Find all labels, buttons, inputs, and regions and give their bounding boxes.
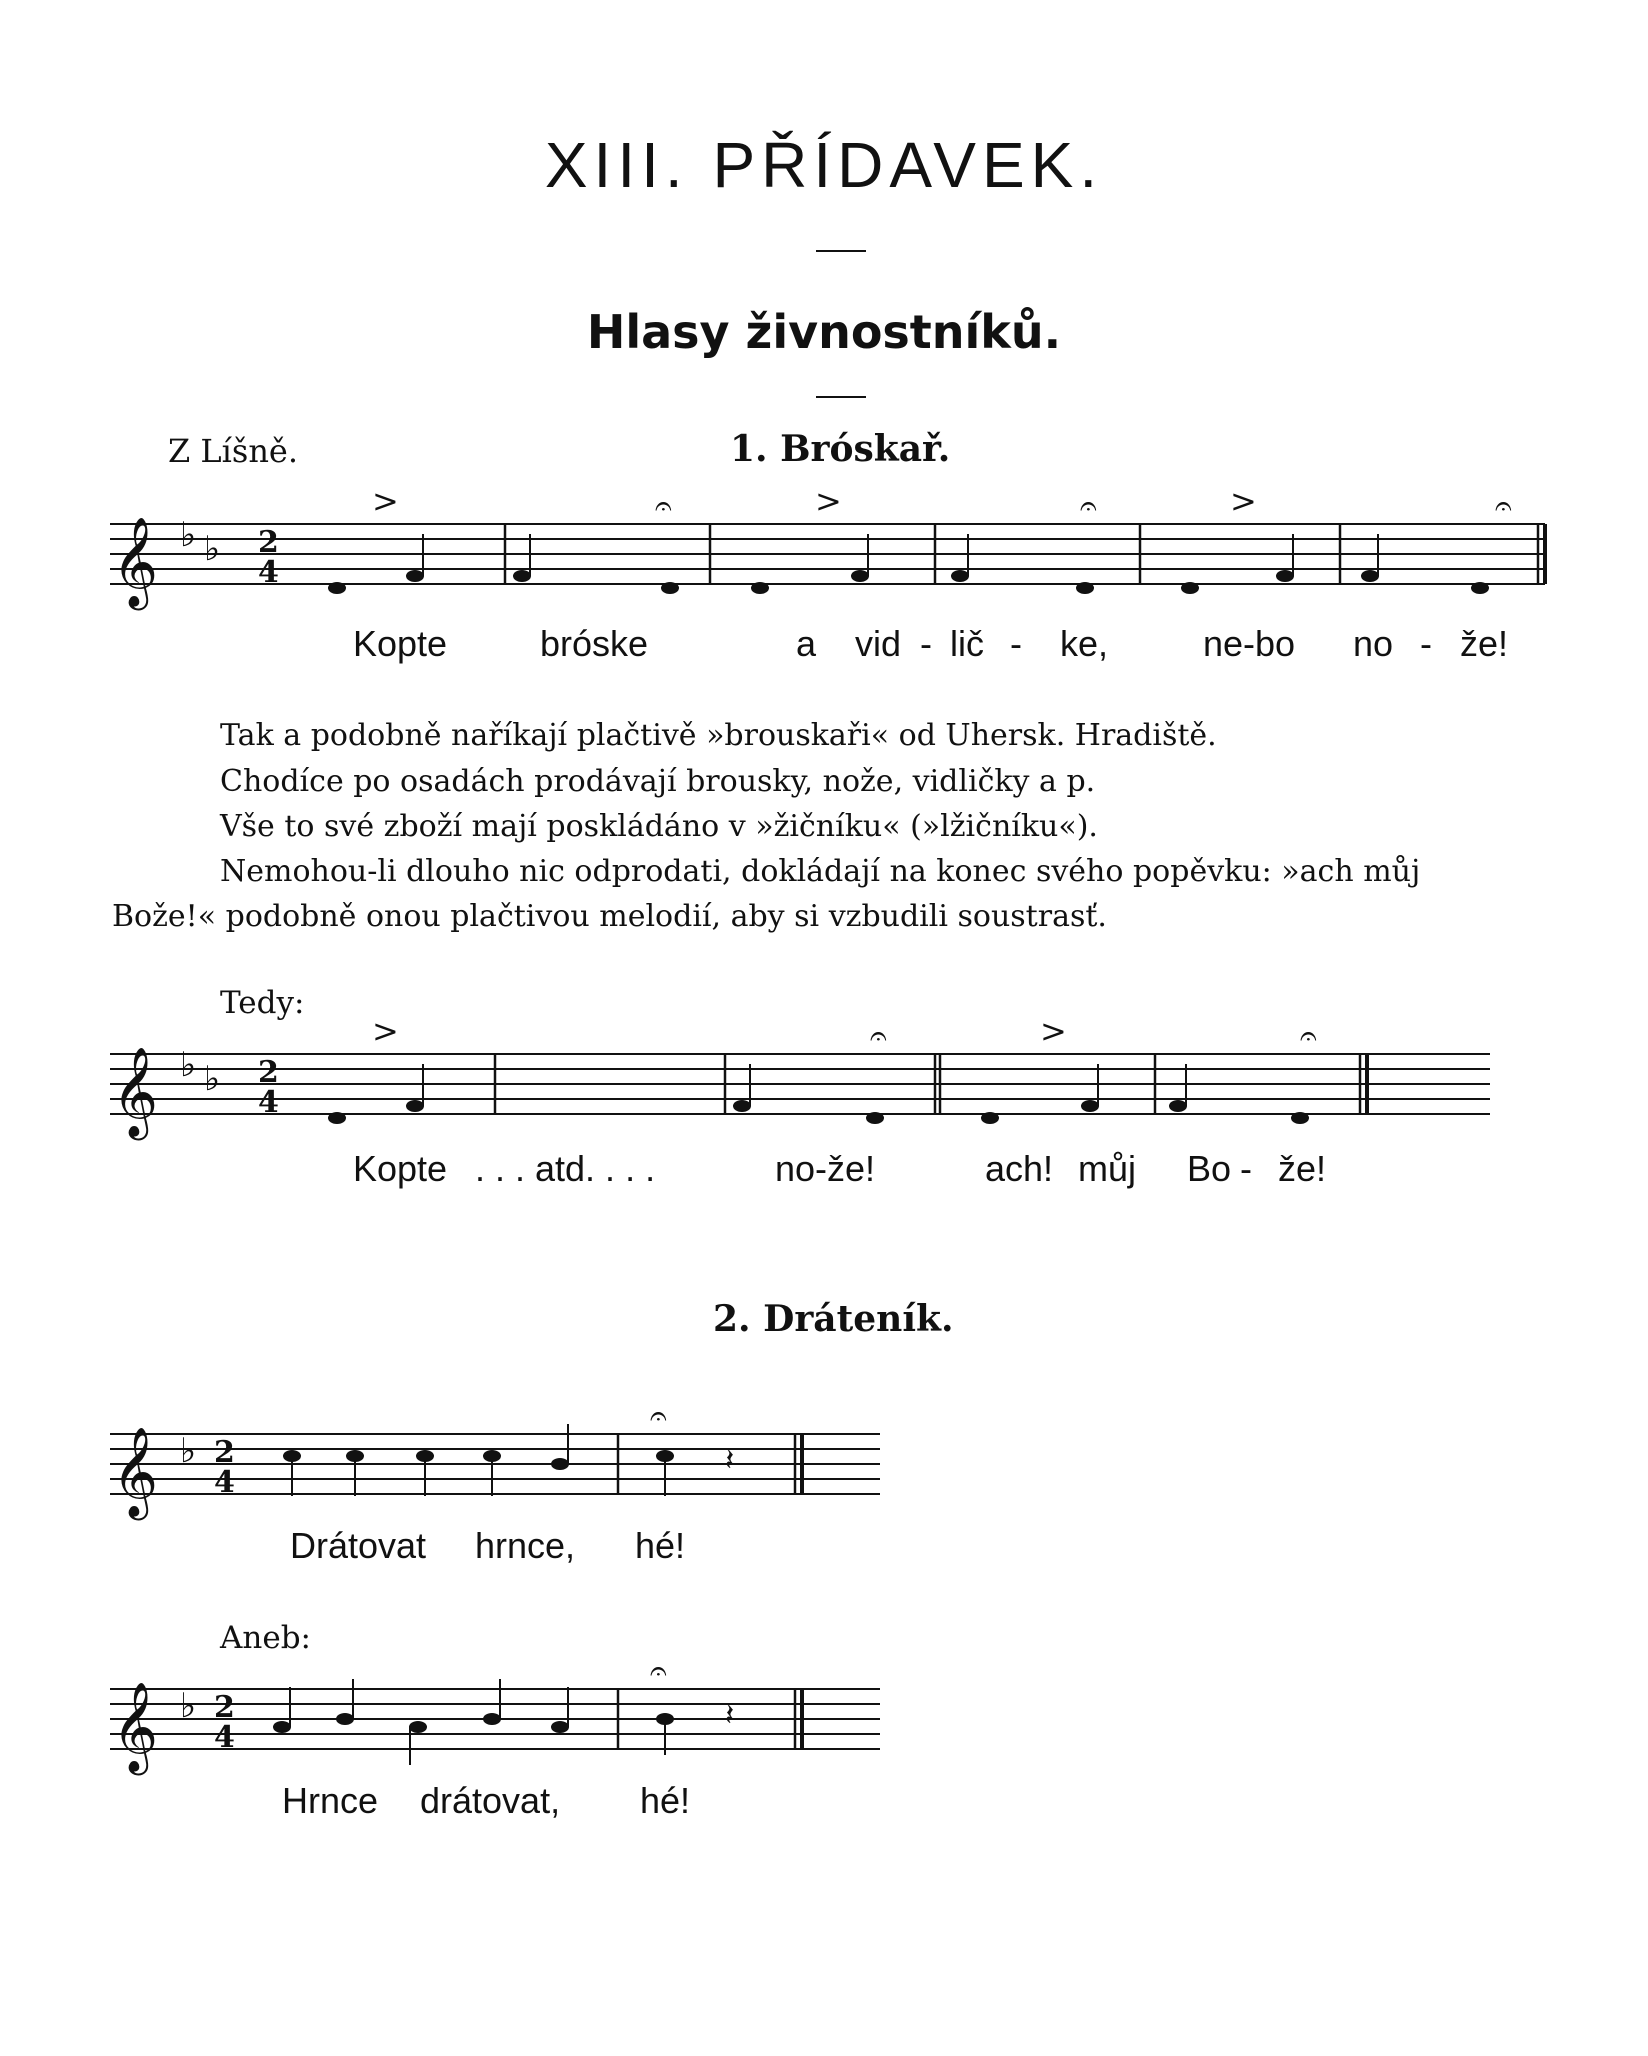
lyric-syllable: Kopte [353,623,448,664]
lyric-syllable: bróske [540,623,649,664]
accent-icon: > [815,482,842,520]
time-sig-bottom: 4 [258,555,279,590]
variant-label: Aneb: [220,1620,311,1656]
fermata-icon: 𝄐 [1495,489,1512,524]
paragraph-line: Vše to své zboží mají poskládáno v »žičníku« (»lžičníku«). [220,809,1098,844]
paragraph-line: Bože!« podobně onou plačtivou melodií, aby si vzbudili soustrasť. [112,899,1107,934]
lyric-syllable: . . . atd. . . . [475,1148,656,1189]
accent-icon: > [372,482,399,520]
lyric-syllable: - [1240,1148,1252,1189]
song-origin: Z Líšně. [168,432,299,470]
time-sig-top: 2 [258,1055,279,1090]
accent-icon: > [1040,1012,1067,1050]
flat-icon: ♭ [180,515,197,555]
staff-lines [110,524,1545,584]
lyric-syllable: - [920,623,932,664]
time-sig-top: 2 [214,1435,235,1470]
lyric-syllable: no-že! [775,1148,876,1189]
lyric-syllable: že! [1278,1148,1327,1189]
chapter-title: XIII. PŘÍDAVEK. [544,129,1104,201]
accent-icon: > [1230,482,1257,520]
time-sig-top: 2 [258,525,279,560]
lyric-syllable: lič [950,623,984,664]
paragraph-line: Chodíce po osadách prodávají brousky, nože, vidličky a p. [220,764,1096,799]
title-rule-bottom [816,396,866,398]
treble-clef-icon: 𝄞 [112,1682,159,1772]
time-sig-bottom: 4 [258,1085,279,1120]
section-title: Hlasy živnostníků. [586,305,1062,359]
lyric-word: Hrnce [282,1780,379,1821]
lyric-syllable: ne-bo [1203,623,1296,664]
time-sig-top: 2 [214,1690,235,1725]
variant-label: Tedy: [220,985,305,1021]
flat-icon: ♭ [204,1059,221,1099]
lyric-word: hé! [640,1780,691,1821]
music-staff-song2 [0,1400,1648,1550]
lyric-syllable: a [796,623,817,664]
song-title: 2. Dráteník. [713,1298,954,1340]
fermata-icon: 𝄐 [650,1654,667,1689]
treble-clef-icon: 𝄞 [112,517,159,607]
lyric-word: drátovat, [420,1780,561,1821]
rest-icon: 𝄽 [725,1443,735,1478]
time-sig-bottom: 4 [214,1720,235,1755]
paragraph-line: Tak a podobně naříkají plačtivě »brouskaři« od Uhersk. Hradiště. [220,718,1217,753]
flat-icon: ♭ [180,1431,197,1471]
fermata-icon: 𝄐 [655,489,672,524]
treble-clef-icon: 𝄞 [112,1427,159,1517]
lyric-syllable: ke, [1060,623,1109,664]
accent-icon: > [372,1012,399,1050]
lyric-syllable: no [1353,623,1394,664]
lyric-syllable: můj [1078,1148,1137,1189]
lyric-word: hé! [635,1525,686,1566]
title-rule-top [816,250,866,252]
fermata-icon: 𝄐 [650,1399,667,1434]
paragraph-line: Nemohou-li dlouho nic odprodati, dokládají na konec svého popěvku: »ach můj [220,854,1421,889]
lyric-syllable: Kopte [353,1148,448,1189]
fermata-icon: 𝄐 [870,1019,887,1054]
music-staff-song1 [0,482,1648,640]
lyric-word: hrnce, [475,1525,576,1566]
lyric-syllable: - [1420,623,1432,664]
flat-icon: ♭ [204,529,221,569]
treble-clef-icon: 𝄞 [112,1047,159,1137]
flat-icon: ♭ [180,1686,197,1726]
lyric-syllable: že! [1460,623,1509,664]
music-staff-variant2 [0,1655,1648,1805]
time-sig-bottom: 4 [214,1465,235,1500]
song-title: 1. Bróskař. [730,428,951,470]
fermata-icon: 𝄐 [1080,489,1097,524]
fermata-icon: 𝄐 [1300,1019,1317,1054]
lyric-syllable: ach! [985,1148,1054,1189]
flat-icon: ♭ [180,1045,197,1085]
rest-icon: 𝄽 [725,1698,735,1733]
lyric-syllable: vid [855,623,902,664]
lyric-syllable: Bo [1187,1148,1232,1189]
lyric-syllable: - [1010,623,1022,664]
lyric-word: Drátovat [290,1525,427,1566]
